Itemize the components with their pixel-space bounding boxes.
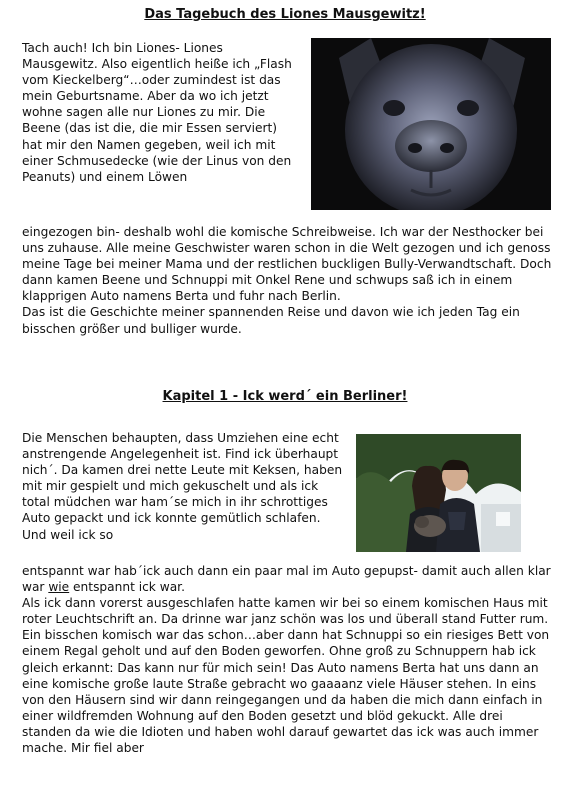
chapter1-paragraph-2 — [22, 563, 552, 595]
chapter1-paragraph-2-block — [22, 563, 552, 756]
underlined-word: wie — [48, 580, 70, 595]
intro-paragraph-3: Das ist die Geschichte meiner spannenden Reise und davon wie ich jeden Tag ein bisschen größer und bulliger wurde. — [22, 305, 520, 336]
chapter1-paragraph-2-text-a: entspannt war hab´ick auch dann ein paar mal im Auto gepupst- damit auch allen klar war — [22, 564, 551, 595]
couple-with-puppy-photo — [356, 434, 521, 552]
page-title: Das Tagebuch des Liones Mausgewitz! — [144, 7, 426, 22]
intro-paragraph-2-block — [22, 224, 552, 337]
intro-paragraph-1: Tach auch! Ich bin Liones- Liones Mausgewitz. Also eigentlich heiße ich „Flash vom Kieckelberg“…oder zumindest ist das mein Geburtsname. Aber da wo ich jetzt wohne sagen alle nur Liones zu mir. Die Beene (das ist die, die mir Essen serviert) hat mir den Namen gegeben, weil ich mit einer Schmusedecke (wie der Linus von den Peanuts) und einem Löwen — [22, 41, 292, 184]
chapter1-paragraph-1: Die Menschen behaupten, dass Umziehen eine echt anstrengende Angelegenheit ist. Find ick überhaupt nich´. Da kamen drei nette Leute mit Keksen, haben mit mir gespielt und mich gekuschelt und als ick total müdchen war ham´se mich in ihr schrottiges Auto gepackt und ick konnte gemütlich schlafen. Und weil ick so — [22, 431, 343, 542]
couple-illustration — [356, 434, 521, 552]
chapter1-paragraph-2-text-b: entspannt ick war. — [69, 580, 185, 595]
intro-paragraph-2: eingezogen bin- deshalb wohl die komische Schreibweise. Ich war der Nesthocker bei uns zuhause. Alle meine Geschwister waren schon in die Welt gezogen und ich genoss meine Tage bei meiner Mama und der restlichen buckligen Bully-Verwandtschaft. Doch dann kamen Beene und Schnuppi mit Onkel Rene und schwups saß ich in einem klapprigen Auto namens Berta und fuhr nach Berlin. — [22, 225, 552, 304]
chapter1-paragraph-3: Als ick dann vorerst ausgeschlafen hatte kamen wir bei so einem komischen Haus mit roter Leuchtschrift an. Da drinne war janz schön was los und überall stand Futter rum. Ein bisschen komisch war das schon…aber dann hat Schnuppi so ein riesiges Bett von einem Regal geholt und auf den Boden geworfen. Ohne groß zu Schnuppern hab ick gleich erkannt: Das kann nur für mich sein! Das Auto namens Berta hat uns dann an eine komische große laute Straße gebracht wo gaaaanz viele Häuser stehen. In eins von den Häusern sind wir dann reingegangen und da haben die mich dann einfach in einer wildfremden Wohnung auf den Boden gesetzt und blöd gekuckt. Alle drei standen da wie die Idioten und haben wohl darauf gewartet das ick was auch immer mache. Mir fiel aber — [22, 596, 550, 756]
dog-face-illustration — [311, 38, 551, 210]
dog-face-photo — [311, 38, 551, 210]
chapter-title: Kapitel 1 - Ick werd´ ein Berliner! — [162, 389, 408, 404]
